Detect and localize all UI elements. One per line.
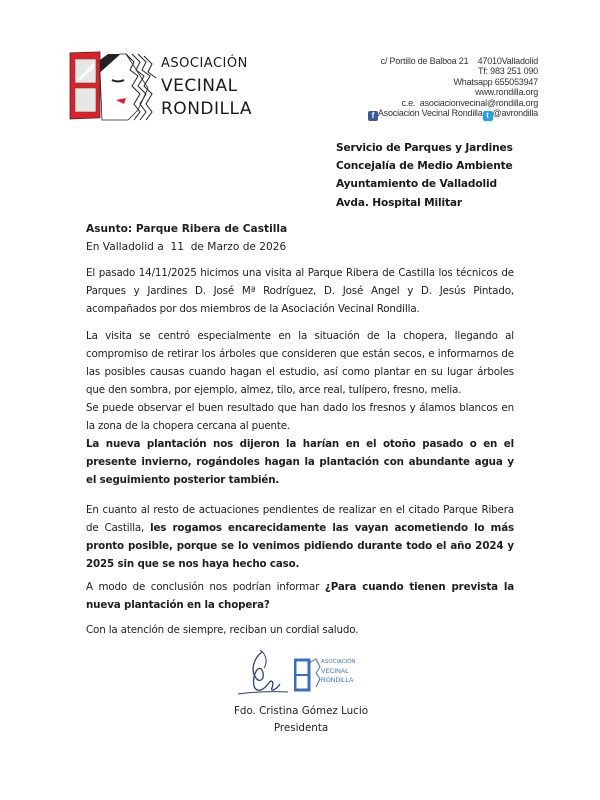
paragraph-closing: Con la atención de siempre, reciban un cordial saludo. — [86, 624, 359, 636]
twitter-icon: t — [483, 111, 493, 121]
paragraph-conclusion — [86, 578, 514, 614]
paragraph-new-planting: La nueva plantación nos dijeron la harían en el otoño pasado o en el presente invierno, rogándoles hagan la plantación con abundante agua y el seguimiento posterior también. — [86, 438, 514, 487]
organization-stamp — [294, 657, 354, 693]
paragraph-chopera-commitment: La visita se centró especialmente en la situación de la chopera, llegando al compromiso de retirar los árboles que consideren que están secos, e informarnos de las posibles causas cuando hagan el estudio, así como plantar en su lugar árboles que den sombra, por ejemplo, almez, tilo, arce real, tulípero, fresno, melia. — [86, 330, 514, 397]
stamp-line-1: ASOCIACIÓN — [321, 659, 356, 665]
logo-text-line-1: ASOCIACIÓN — [161, 56, 248, 71]
phone: Tf: 983 251 090 — [477, 66, 538, 77]
stamp-line-3: RONDILLA — [321, 677, 354, 684]
logo-text-line-3: RONDILLA — [161, 99, 252, 119]
handwritten-signature — [232, 648, 292, 700]
organization-logo — [68, 50, 252, 125]
signer-name: Fdo. Cristina Gómez Lucio — [233, 705, 368, 717]
paragraph-pending-actions — [86, 501, 514, 573]
contact-info — [368, 56, 538, 121]
email-line — [368, 98, 538, 108]
paragraph-chopera — [86, 327, 514, 436]
pending-actions-text: En cuanto al resto de actuaciones pendientes de realizar en el citado Parque Ribera de Castilla, — [86, 504, 514, 535]
social-line — [368, 108, 538, 121]
recipient-address — [336, 139, 513, 212]
recipient-line-1: Servicio de Parques y Jardines — [336, 142, 513, 154]
conclusion-text: A modo de conclusión nos podrían informar — [86, 581, 325, 593]
twitter-link[interactable]: @avrondilla — [492, 108, 538, 119]
logo-text — [161, 52, 252, 121]
recipient-line-2: Concejalía de Medio Ambiente — [336, 160, 513, 173]
date-line: En Valladolid a 11 de Marzo de 2026 — [86, 241, 287, 253]
stamp-line-2: VECINAL — [321, 668, 349, 675]
facebook-icon: f — [368, 111, 378, 121]
street-address: c/ Portillo de Balboa 21 — [380, 56, 469, 66]
email-label: c.e. — [401, 97, 416, 108]
paragraph-visit: El pasado 14/11/2025 hicimos una visita al Parque Ribera de Castilla los técnicos de Parques y Jardines D. José Mª Rodríguez, D. José Angel y D. Jesús Pintado, acompañados por dos miembros de la Asociación Vecinal Rondilla. — [86, 267, 514, 316]
logo-text-line-2: VECINAL — [161, 76, 238, 96]
postal-city: 47010Valladolid — [477, 56, 538, 66]
whatsapp: Whatsapp 655053947 — [453, 76, 538, 87]
website-link[interactable]: www.rondilla.org — [475, 87, 538, 98]
stamp-text — [321, 658, 356, 685]
paragraph-chopera-result: Se puede observar el buen resultado que han dado los fresnos y álamos blancos en la zona de la chopera cercana al puente. — [86, 402, 514, 433]
subject-line: Asunto: Parque Ribera de Castilla — [86, 223, 288, 235]
recipient-line-3: Ayuntamiento de Valladolid — [336, 178, 497, 191]
address-line — [368, 56, 538, 66]
signer-role: Presidenta — [273, 722, 329, 734]
recipient-line-4: Avda. Hospital Militar — [336, 196, 462, 209]
email-link[interactable]: asociacionvecinal@rondilla.org — [419, 97, 538, 108]
signer-block — [226, 703, 376, 737]
subject-block — [86, 220, 287, 256]
pending-actions-request: les rogamos encarecidamente las vayan acometiendo lo más pronto posible, porque se lo venimos pidiendo durante todo el año 2024 y 2025 sin que se nos haya hecho caso. — [86, 522, 514, 571]
facebook-link[interactable]: Asociacion Vecinal Rondilla — [377, 108, 483, 119]
conclusion-question: ¿Para cuando tienen prevista la nueva plantación en la chopera? — [86, 581, 514, 612]
